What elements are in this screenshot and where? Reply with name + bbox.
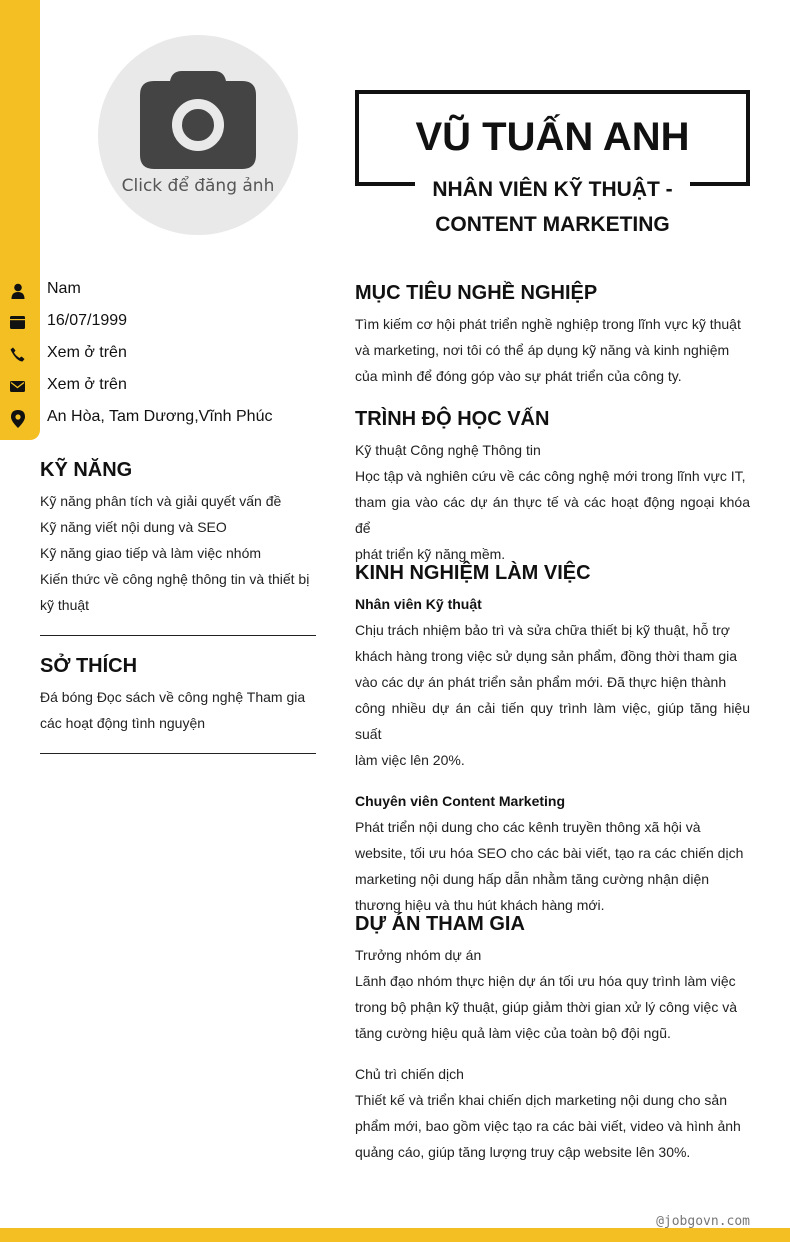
objective-text: và marketing, nơi tôi có thể áp dụng kỹ năng và kinh nghiệm xyxy=(355,342,730,358)
projects-section xyxy=(355,909,750,1165)
objective-section xyxy=(355,278,750,389)
hobby-text: các hoạt động tình nguyện xyxy=(40,715,206,731)
candidate-name: VŨ TUẤN ANH xyxy=(415,115,690,159)
job-description: Phát triển nội dung cho các kênh truyền thông xã hội và xyxy=(355,819,701,835)
education-text: tham gia vào các dự án thực tế và các hoạt động ngoại khóa để xyxy=(355,494,750,536)
skill-item: Kỹ năng giao tiếp và làm việc nhóm xyxy=(40,545,262,561)
experience-section xyxy=(355,558,750,918)
job-title-line: NHÂN VIÊN KỸ THUẬT - xyxy=(432,178,673,201)
phone-icon xyxy=(9,346,26,363)
calendar-icon xyxy=(9,314,26,331)
job-role: Nhân viên Kỹ thuật xyxy=(355,596,482,612)
job-description: Chịu trách nhiệm bảo trì và sửa chữa thiết bị kỹ thuật, hỗ trợ xyxy=(355,622,730,638)
project-description: phẩm mới, bao gồm việc tạo ra các bài viết, video và hình ảnh xyxy=(355,1118,741,1134)
job-role: Chuyên viên Content Marketing xyxy=(355,793,566,809)
job-description: thương hiệu và thu hút khách hàng mới. xyxy=(355,897,605,913)
email-icon xyxy=(9,378,26,395)
job-description: làm việc lên 20%. xyxy=(355,752,465,768)
contact-text: Xem ở trên xyxy=(47,376,127,393)
section-title: DỰ ÁN THAM GIA xyxy=(355,913,525,935)
hobby-text: Đá bóng Đọc sách về công nghệ Tham gia xyxy=(40,689,306,705)
job-description: marketing nội dung hấp dẫn nhằm tăng cường nhận diện xyxy=(355,871,710,887)
contact-text: An Hòa, Tam Dương,Vĩnh Phúc xyxy=(47,408,273,425)
job-description: công nhiều dự án cải tiến quy trình làm việc, giúp tăng hiệu suất xyxy=(355,700,750,742)
skill-item: Kỹ năng viết nội dung và SEO xyxy=(40,519,227,535)
camera-icon xyxy=(136,63,260,173)
section-title: TRÌNH ĐỘ HỌC VẤN xyxy=(355,408,550,430)
education-text: Học tập và nghiên cứu về các công nghệ mới trong lĩnh vực IT, xyxy=(355,468,746,484)
section-title: KỸ NĂNG xyxy=(40,459,133,481)
person-icon xyxy=(9,282,26,299)
hobbies-section xyxy=(40,651,316,736)
skill-item: Kiến thức về công nghệ thông tin và thiết bị xyxy=(40,571,310,587)
job-title-line: CONTENT MARKETING xyxy=(435,213,670,236)
contact-text: Nam xyxy=(47,280,81,297)
watermark: @jobgovn.com xyxy=(656,1214,750,1229)
contact-phone xyxy=(0,339,320,371)
objective-text: của mình để đóng góp vào sự phát triển của công ty. xyxy=(355,368,682,384)
contact-text: 16/07/1999 xyxy=(47,312,128,329)
skill-item: Kỹ năng phân tích và giải quyết vấn đề xyxy=(40,493,282,509)
divider xyxy=(40,753,316,754)
project-role: Chủ trì chiến dịch xyxy=(355,1066,464,1082)
education-section xyxy=(355,404,750,567)
project-description: tăng cường hiệu quả làm việc của toàn bộ đội ngũ. xyxy=(355,1025,671,1041)
project-description: Thiết kế và triển khai chiến dịch marketing nội dung cho sản xyxy=(355,1092,727,1108)
education-major: Kỹ thuật Công nghệ Thông tin xyxy=(355,442,541,458)
objective-text: Tìm kiếm cơ hội phát triển nghề nghiệp trong lĩnh vực kỹ thuật xyxy=(355,316,741,332)
project-role: Trưởng nhóm dự án xyxy=(355,947,482,963)
location-pin-icon xyxy=(9,410,26,427)
section-title: KINH NGHIỆM LÀM VIỆC xyxy=(355,562,591,584)
project-description: quảng cáo, giúp tăng lượng truy cập website lên 30%. xyxy=(355,1144,691,1160)
job-description: vào các dự án phát triển sản phẩm mới. Đã thực hiện thành xyxy=(355,674,727,690)
section-title: MỤC TIÊU NGHỀ NGHIỆP xyxy=(355,282,598,304)
project-description: Lãnh đạo nhóm thực hiện dự án tối ưu hóa quy trình làm việc xyxy=(355,973,736,989)
job-description: khách hàng trong việc sử dụng sản phẩm, đồng thời tham gia xyxy=(355,648,738,664)
skills-section xyxy=(40,455,316,618)
footer-accent-bar xyxy=(0,1228,790,1242)
divider xyxy=(40,635,316,636)
project-description: trong bộ phận kỹ thuật, giúp giảm thời gian xử lý công việc và xyxy=(355,999,737,1015)
job-title xyxy=(415,172,690,242)
education-text: phát triển kỹ năng mềm. xyxy=(355,546,506,562)
contact-address xyxy=(0,403,320,435)
section-title: SỞ THÍCH xyxy=(40,655,138,677)
contact-email xyxy=(0,371,320,403)
photo-upload[interactable] xyxy=(98,35,298,235)
job-description: website, tối ưu hóa SEO cho các bài viết, tạo ra các chiến dịch xyxy=(355,845,744,861)
contact-gender xyxy=(0,275,320,307)
photo-upload-caption: Click để đăng ảnh xyxy=(121,176,275,196)
skill-item: kỹ thuật xyxy=(40,597,90,613)
contact-birthday xyxy=(0,307,320,339)
contact-text: Xem ở trên xyxy=(47,344,127,361)
